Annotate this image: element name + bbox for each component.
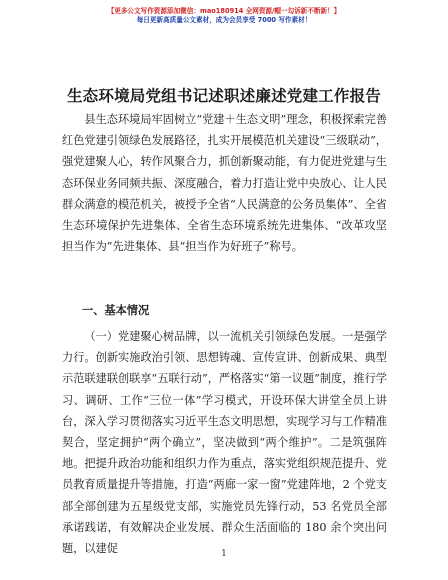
section-paragraph xyxy=(62,326,387,559)
promo-banner xyxy=(0,7,448,25)
intro-text: 县生态环境局牢固树立“党建＋生态文明”理念，积极探索完善红色党建引领绿色发展路径，扎实开展模范机关建设“三级联动”，强党建聚人心，转作风聚合力，抓创新聚动能，有力促进党建与生态环保业务同频共振、深度融合，着力打造让党中央放心、让人民群众满意的模范机关，被授予全省“人民满意的公务员集体”、全省生态环境保护先进集体、全省生态环境系统先进集体、“改革攻坚担当作为”先进集体、县“担当作为好班子”称号。 xyxy=(62,113,387,254)
page-number: 1 xyxy=(221,549,227,559)
section-heading: 一、基本情况 xyxy=(82,303,150,317)
section-text: （一）党建聚心树品牌，以一流机关引领绿色发展。一是强学力行。创新实施政治引领、思想铸魂、宣传宣讲、创新成果、典型示范联建联创联享“五联行动”，严格落实“第一议题”制度，推行学习、调研、工作“三位一体”学习模式，开设环保大讲堂全员上讲台，深入学习贯彻落实习近平生态文明思想，实现学习与工作精准契合，坚定拥护“两个确立”，坚决做到“两个维护”。二是筑强阵地。把提升政治功能和组织力作为重点，落实党组织规范提升、党员教育质量提升等措施，打造“两廊一家一窗”党建阵地，2 个党支部全部创建为五星级党支部，实施党员先锋行动，53 名党员全部承诺践诺，有效解决企业发展、群众生活面临的 180 余个突出问题，以建促 xyxy=(62,330,387,556)
intro-paragraph xyxy=(62,109,387,257)
promo-line-blue: 每日更新高质量公文素材，成为会员享受 7000 写作素材！ xyxy=(136,16,312,24)
document-title: 生态环境局党组书记述职述廉述党建工作报告 xyxy=(66,86,381,105)
promo-line-red: 【更多公文写作资源添加微信：mao180914 全网资源/帽一勾诉新不断新！】 xyxy=(107,7,341,15)
